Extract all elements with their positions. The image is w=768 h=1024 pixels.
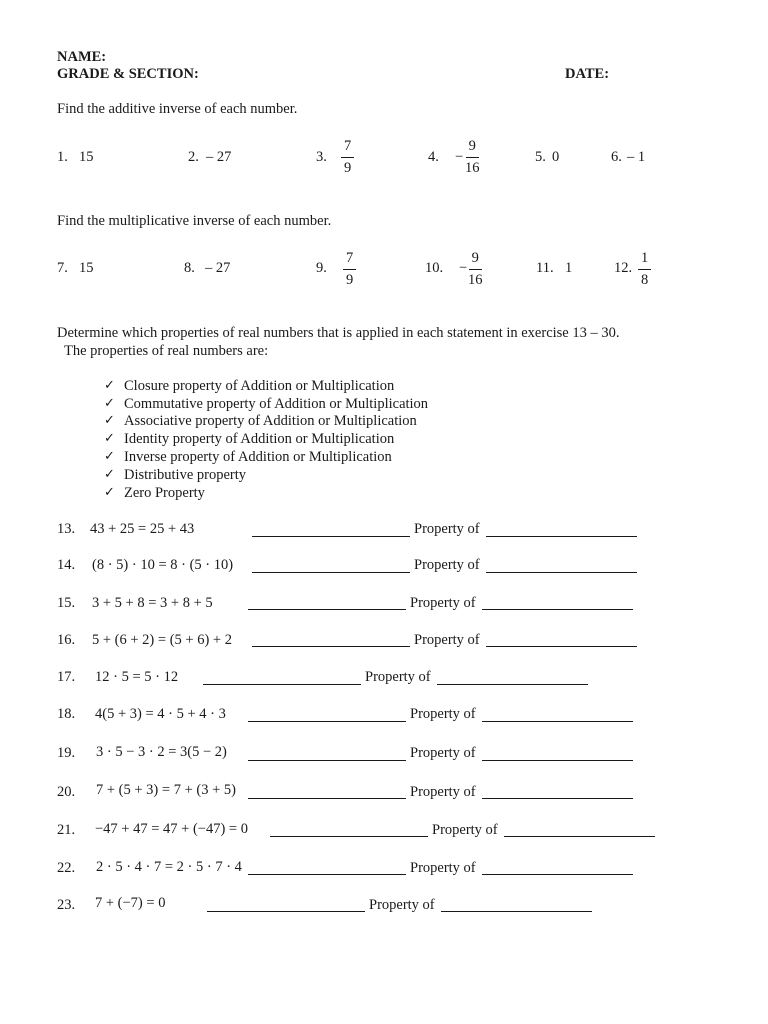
property-blank[interactable] <box>482 609 633 610</box>
exercise-number: 17. <box>57 669 76 685</box>
negative-sign: − <box>455 149 464 165</box>
answer-blank[interactable] <box>248 721 406 722</box>
property-blank[interactable] <box>482 874 633 875</box>
answer-blank[interactable] <box>248 609 406 610</box>
answer-blank[interactable] <box>203 684 361 685</box>
exercise-statement: 4(5 + 3) = 4 · 5 + 4 · 3 <box>95 706 226 722</box>
checkmark-icon: ✓ <box>104 378 115 393</box>
property-blank[interactable] <box>482 798 633 799</box>
exercise-statement: 12 · 5 = 5 · 12 <box>95 669 179 685</box>
answer-blank[interactable] <box>270 836 428 837</box>
fraction-denominator: 9 <box>346 271 354 288</box>
exercise-number: 14. <box>57 557 76 573</box>
fraction-denominator: 9 <box>344 159 352 176</box>
checkmark-icon: ✓ <box>104 431 115 446</box>
property-list-item: Inverse property of Addition or Multiplication <box>124 449 392 465</box>
answer-blank[interactable] <box>252 572 410 573</box>
property-of-label: Property of <box>410 595 476 611</box>
answer-blank[interactable] <box>248 760 406 761</box>
item-number: 12. <box>614 260 633 276</box>
item-value: 15 <box>79 260 94 276</box>
exercise-number: 22. <box>57 860 76 876</box>
item-value: – 1 <box>627 149 646 165</box>
date-label: DATE: <box>565 66 610 82</box>
property-list-item: Zero Property <box>124 485 205 501</box>
exercise-number: 13. <box>57 521 76 537</box>
fraction-denominator: 8 <box>641 271 649 288</box>
item-number: 9. <box>316 260 327 276</box>
item-value: – 27 <box>206 149 232 165</box>
fraction-numerator: 1 <box>638 251 651 270</box>
property-blank[interactable] <box>482 760 633 761</box>
fraction <box>341 139 354 175</box>
exercise-statement: 5 + (6 + 2) = (5 + 6) + 2 <box>92 632 232 648</box>
fraction <box>638 251 651 287</box>
exercise-statement: 7 + (5 + 3) = 7 + (3 + 5) <box>96 782 236 798</box>
exercise-number: 21. <box>57 822 76 838</box>
property-blank[interactable] <box>482 721 633 722</box>
property-of-label: Property of <box>414 521 480 537</box>
property-of-label: Property of <box>410 860 476 876</box>
exercise-statement: (8 · 5) · 10 = 8 · (5 · 10) <box>92 557 234 573</box>
item-number: 11. <box>536 260 554 276</box>
fraction <box>465 139 480 175</box>
fraction-denominator: 16 <box>468 271 483 288</box>
property-blank[interactable] <box>486 646 637 647</box>
answer-blank[interactable] <box>252 646 410 647</box>
property-blank[interactable] <box>441 911 592 912</box>
fraction <box>343 251 356 287</box>
property-list-item: Associative property of Addition or Multiplication <box>124 413 417 429</box>
answer-blank[interactable] <box>248 798 406 799</box>
checkmark-icon: ✓ <box>104 485 115 500</box>
item-value: 1 <box>565 260 573 276</box>
exercise-statement: 43 + 25 = 25 + 43 <box>90 521 195 537</box>
item-value: 15 <box>79 149 94 165</box>
property-list-item: Closure property of Addition or Multiplication <box>124 378 395 394</box>
exercise-number: 16. <box>57 632 76 648</box>
name-label: NAME: <box>57 49 107 65</box>
item-number: 3. <box>316 149 327 165</box>
fraction-denominator: 16 <box>465 159 480 176</box>
item-number: 2. <box>188 149 199 165</box>
properties-subheading: The properties of real numbers are: <box>64 343 269 359</box>
grade-section-label: GRADE & SECTION: <box>57 66 199 82</box>
property-list-item: Distributive property <box>124 467 247 483</box>
property-blank[interactable] <box>486 572 637 573</box>
exercise-statement: 3 · 5 − 3 · 2 = 3(5 − 2) <box>96 744 227 760</box>
exercise-number: 15. <box>57 595 76 611</box>
exercise-statement: 2 · 5 · 4 · 7 = 2 · 5 · 7 · 4 <box>96 859 242 875</box>
exercise-number: 18. <box>57 706 76 722</box>
fraction <box>468 251 483 287</box>
checkmark-icon: ✓ <box>104 449 115 464</box>
exercise-number: 23. <box>57 897 76 913</box>
properties-instruction: Determine which properties of real numbers that is applied in each statement in exercise 13 – 30. <box>57 325 620 341</box>
fraction-numerator: 9 <box>466 139 479 158</box>
property-of-label: Property of <box>410 784 476 800</box>
property-of-label: Property of <box>414 557 480 573</box>
item-number: 4. <box>428 149 439 165</box>
property-list-item: Identity property of Addition or Multiplication <box>124 431 395 447</box>
item-value: 0 <box>552 149 560 165</box>
property-of-label: Property of <box>410 745 476 761</box>
property-blank[interactable] <box>437 684 588 685</box>
property-list-item: Commutative property of Addition or Multiplication <box>124 396 429 412</box>
exercise-number: 19. <box>57 745 76 761</box>
checkmark-icon: ✓ <box>104 467 115 482</box>
item-number: 1. <box>57 149 68 165</box>
property-blank[interactable] <box>486 536 637 537</box>
checkmark-icon: ✓ <box>104 413 115 428</box>
item-number: 5. <box>535 149 546 165</box>
item-value: – 27 <box>205 260 231 276</box>
fraction-numerator: 7 <box>343 251 356 270</box>
negative-sign: − <box>459 260 468 276</box>
item-number: 10. <box>425 260 444 276</box>
exercise-statement: 3 + 5 + 8 = 3 + 8 + 5 <box>92 595 213 611</box>
exercise-number: 20. <box>57 784 76 800</box>
property-of-label: Property of <box>365 669 431 685</box>
checkmark-icon: ✓ <box>104 396 115 411</box>
property-of-label: Property of <box>410 706 476 722</box>
fraction-numerator: 9 <box>469 251 482 270</box>
additive-instruction: Find the additive inverse of each number. <box>57 101 298 117</box>
exercise-statement: 7 + (−7) = 0 <box>95 895 166 911</box>
item-number: 8. <box>184 260 195 276</box>
answer-blank[interactable] <box>248 874 406 875</box>
property-of-label: Property of <box>369 897 435 913</box>
item-number: 6. <box>611 149 622 165</box>
item-number: 7. <box>57 260 68 276</box>
answer-blank[interactable] <box>207 911 365 912</box>
multiplicative-instruction: Find the multiplicative inverse of each number. <box>57 213 332 229</box>
property-of-label: Property of <box>432 822 498 838</box>
exercise-statement: −47 + 47 = 47 + (−47) = 0 <box>95 821 248 837</box>
property-of-label: Property of <box>414 632 480 648</box>
property-blank[interactable] <box>504 836 655 837</box>
fraction-numerator: 7 <box>341 139 354 158</box>
answer-blank[interactable] <box>252 536 410 537</box>
